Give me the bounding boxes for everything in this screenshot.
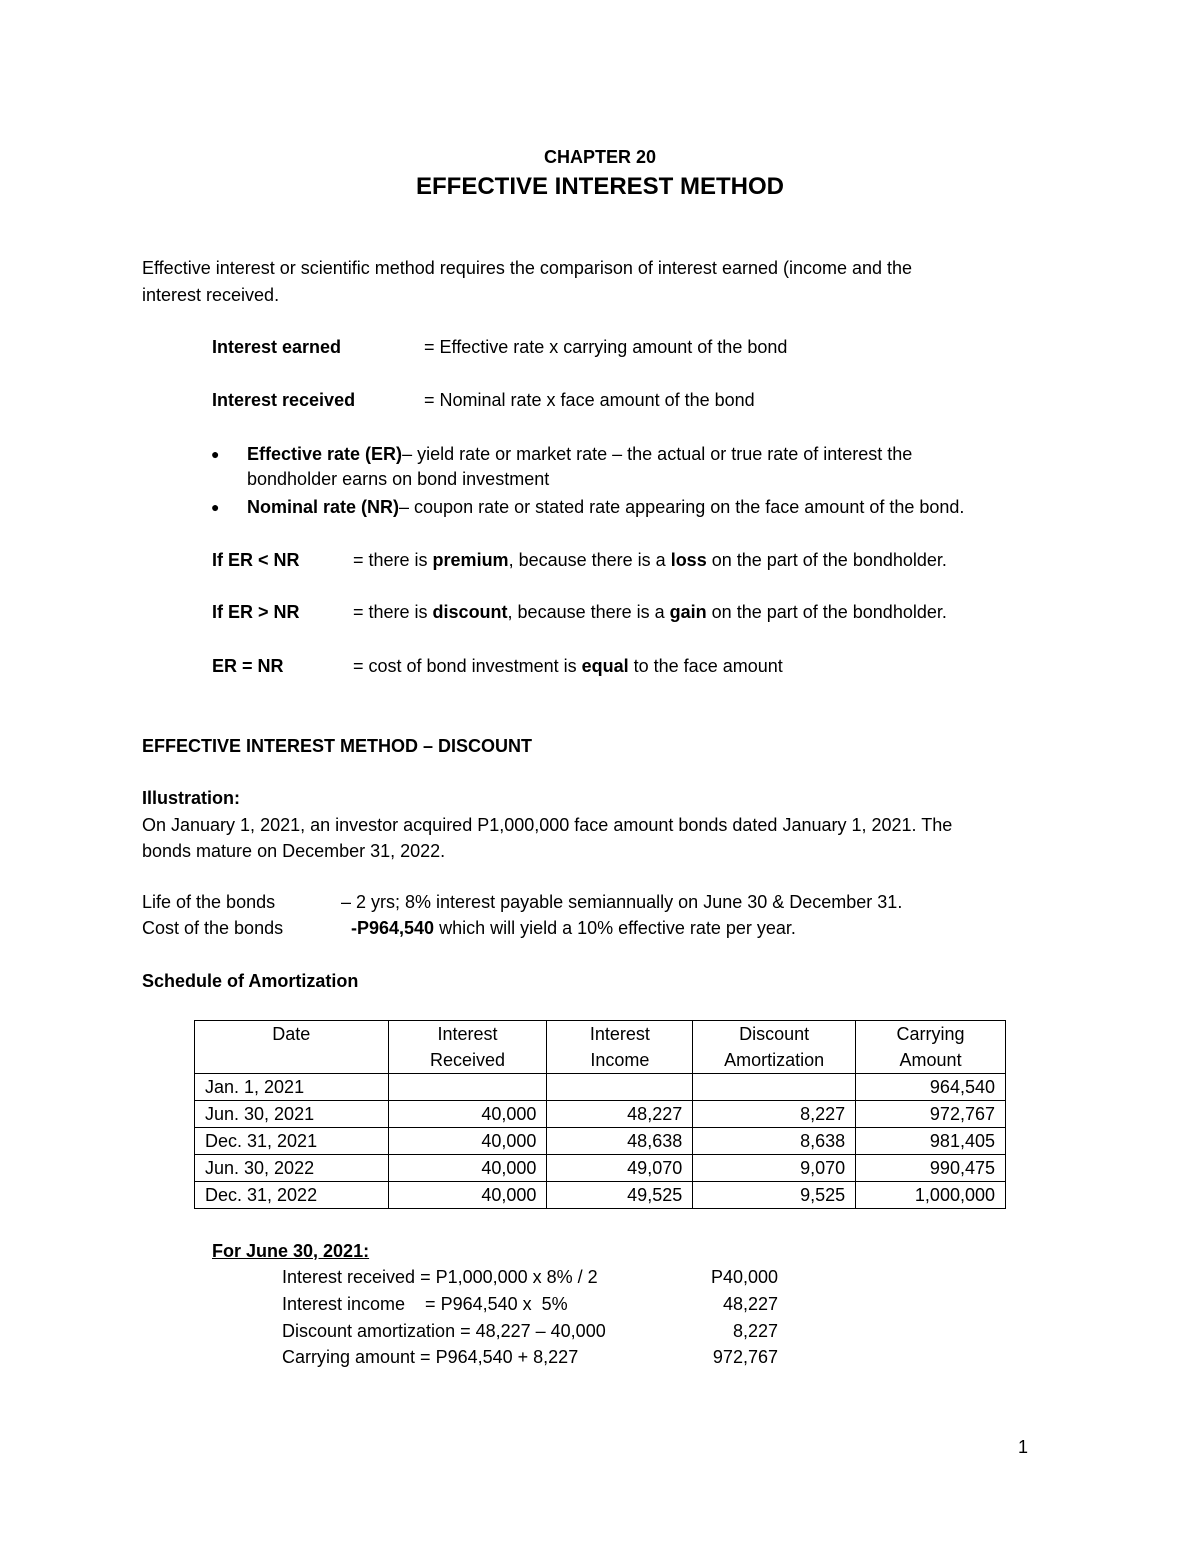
- intro-line-2: interest received.: [142, 285, 280, 305]
- illustration-line-2: bonds mature on December 31, 2022.: [142, 841, 446, 861]
- cell-interest-income: 48,227: [547, 1101, 693, 1128]
- cell-interest-received: 40,000: [388, 1155, 547, 1182]
- life-value: – 2 yrs; 8% interest payable semiannually on June 30 & December 31.: [341, 892, 903, 912]
- formula-value-interest-earned: = Effective rate x carrying amount of the bond: [424, 337, 788, 357]
- intro-line-1: Effective interest or scientific method requires the comparison of interest earned (income and the: [142, 258, 913, 278]
- computation-label: Discount amortization = 48,227 – 40,000: [282, 1321, 606, 1341]
- page-number: 1: [1017, 1437, 1028, 1457]
- condition-text-discount: = there is discount, because there is a gain on the part of the bondholder.: [353, 602, 947, 622]
- cell-interest-income: [547, 1074, 693, 1101]
- cell-discount-amortization: 8,227: [693, 1101, 856, 1128]
- condition-text-equal: = cost of bond investment is equal to the face amount: [353, 656, 783, 676]
- cell-date: Jun. 30, 2021: [195, 1101, 389, 1128]
- computation-value: 8,227: [732, 1321, 778, 1341]
- cell-discount-amortization: 9,070: [693, 1155, 856, 1182]
- schedule-heading: Schedule of Amortization: [142, 971, 359, 991]
- cell-interest-received: 40,000: [388, 1182, 547, 1209]
- cell-interest-received: 40,000: [388, 1101, 547, 1128]
- cell-date: Dec. 31, 2021: [195, 1128, 389, 1155]
- header-discount-amortization: Discount Amortization: [693, 1021, 856, 1074]
- cell-carrying-amount: 981,405: [856, 1128, 1006, 1155]
- table-row: [195, 1155, 1006, 1182]
- bullet-nominal-rate: [247, 494, 964, 520]
- cell-carrying-amount: 990,475: [856, 1155, 1006, 1182]
- life-label: Life of the bonds: [142, 892, 276, 912]
- bullet-effective-rate: [247, 441, 912, 467]
- illustration-label: Illustration:: [142, 788, 240, 808]
- cell-carrying-amount: 1,000,000: [856, 1182, 1006, 1209]
- computation-label: Interest income = P964,540 x 5%: [282, 1294, 568, 1314]
- cell-carrying-amount: 972,767: [856, 1101, 1006, 1128]
- cell-discount-amortization: 9,525: [693, 1182, 856, 1209]
- cell-date: Jan. 1, 2021: [195, 1074, 389, 1101]
- computation-heading: For June 30, 2021:: [212, 1241, 370, 1261]
- cost-value: -P964,540 which will yield a 10% effective rate per year.: [351, 918, 796, 938]
- table-row: [195, 1128, 1006, 1155]
- cell-date: Jun. 30, 2022: [195, 1155, 389, 1182]
- condition-label-premium: If ER < NR: [212, 550, 300, 570]
- bullet-icon: ●: [211, 446, 220, 462]
- computation-label: Carrying amount = P964,540 + 8,227: [282, 1347, 579, 1367]
- header-carrying-amount: Carrying Amount: [856, 1021, 1006, 1074]
- cell-carrying-amount: 964,540: [856, 1074, 1006, 1101]
- cost-label: Cost of the bonds: [142, 918, 284, 938]
- table-header-row: [195, 1021, 1006, 1074]
- table-row: [195, 1074, 1006, 1101]
- computation-value: P40,000: [710, 1267, 778, 1287]
- cell-interest-received: [388, 1074, 547, 1101]
- chapter-label: CHAPTER 20: [543, 147, 657, 167]
- cell-date: Dec. 31, 2022: [195, 1182, 389, 1209]
- bullet-term: Nominal rate (NR): [247, 497, 400, 517]
- bullet-effective-rate-cont: bondholder earns on bond investment: [247, 469, 550, 489]
- cell-interest-income: 49,525: [547, 1182, 693, 1209]
- bullet-icon: ●: [211, 499, 220, 515]
- header-interest-income: Interest Income: [547, 1021, 693, 1074]
- page-title: EFFECTIVE INTEREST METHOD: [415, 173, 784, 200]
- table-row: [195, 1182, 1006, 1209]
- table-row: [195, 1101, 1006, 1128]
- cell-discount-amortization: [693, 1074, 856, 1101]
- cell-interest-income: 49,070: [547, 1155, 693, 1182]
- amortization-table: [194, 1020, 1006, 1209]
- illustration-line-1: On January 1, 2021, an investor acquired P1,000,000 face amount bonds dated January 1, 2021. The: [142, 815, 953, 835]
- condition-label-discount: If ER > NR: [212, 602, 300, 622]
- cell-discount-amortization: 8,638: [693, 1128, 856, 1155]
- formula-label-interest-earned: Interest earned: [212, 337, 342, 357]
- cell-interest-income: 48,638: [547, 1128, 693, 1155]
- bullet-text: – coupon rate or stated rate appearing on the face amount of the bond.: [399, 497, 965, 517]
- condition-label-equal: ER = NR: [212, 656, 284, 676]
- section-heading: EFFECTIVE INTEREST METHOD – DISCOUNT: [142, 736, 533, 756]
- condition-text-premium: = there is premium, because there is a loss on the part of the bondholder.: [353, 550, 947, 570]
- header-date: Date: [195, 1021, 389, 1074]
- formula-value-interest-received: = Nominal rate x face amount of the bond: [424, 390, 755, 410]
- bullet-term: Effective rate (ER): [247, 444, 403, 464]
- computation-label: Interest received = P1,000,000 x 8% / 2: [282, 1267, 598, 1287]
- computation-value: 972,767: [712, 1347, 778, 1367]
- bullet-text: – yield rate or market rate – the actual or true rate of interest the: [402, 444, 913, 464]
- cell-interest-received: 40,000: [388, 1128, 547, 1155]
- computation-value: 48,227: [722, 1294, 778, 1314]
- formula-label-interest-received: Interest received: [212, 390, 356, 410]
- header-interest-received: Interest Received: [388, 1021, 547, 1074]
